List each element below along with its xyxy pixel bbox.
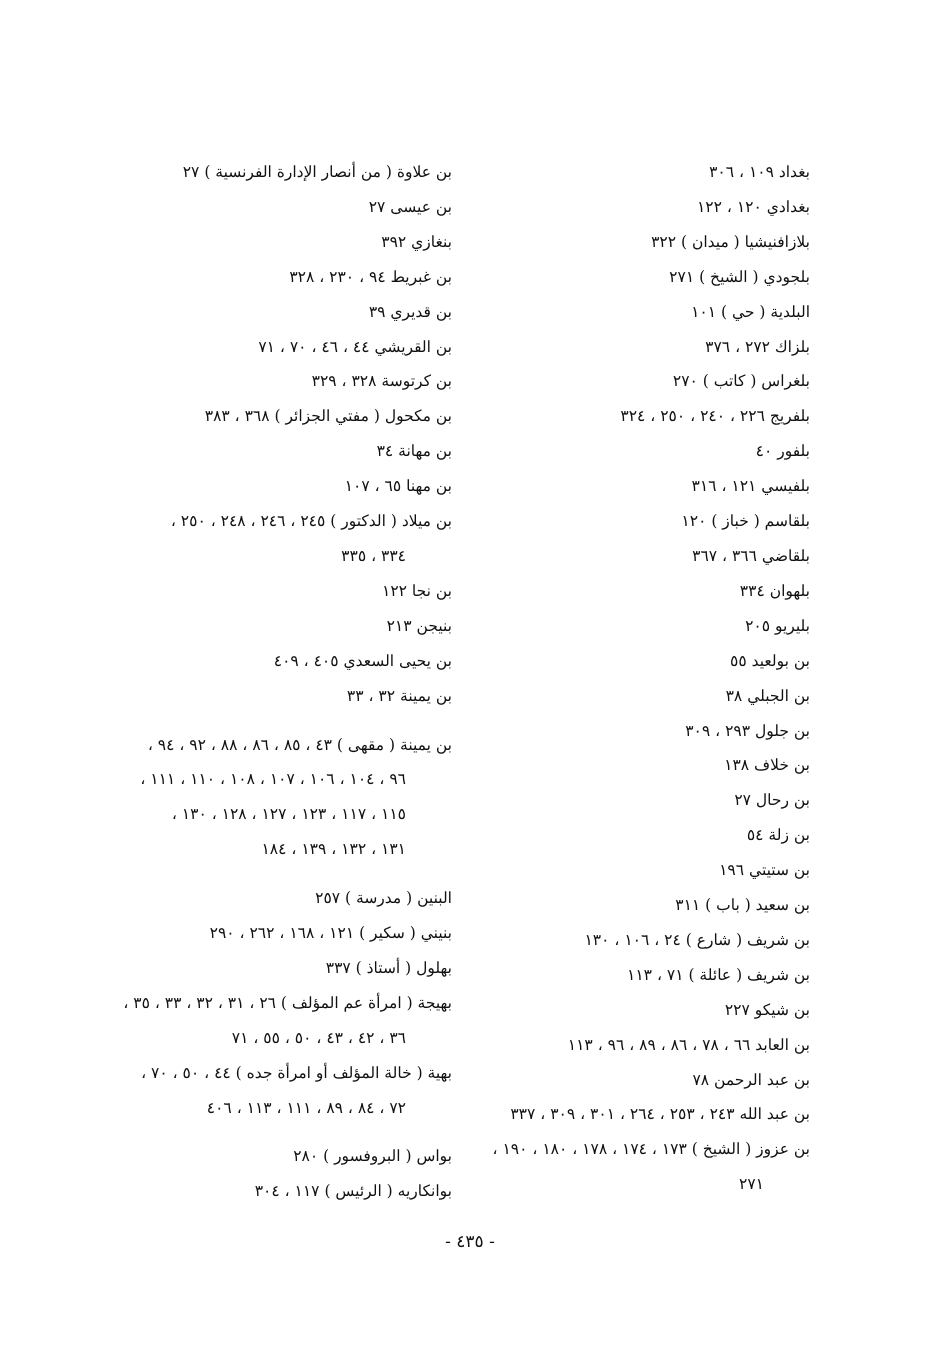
index-entry: بواس ( البروفسور ) ٢٨٠ bbox=[293, 1147, 452, 1166]
index-entry: بن رحال ٢٧ bbox=[734, 791, 810, 810]
index-entry: بن شيكو ٢٢٧ bbox=[724, 1000, 810, 1019]
index-entry: بن مهنا ٦٥ ، ١٠٧ bbox=[344, 477, 452, 496]
index-entry: بن سعيد ( باب ) ٣١١ bbox=[675, 896, 810, 915]
index-entry: بن يحيى السعدي ٤٠٥ ، ٤٠٩ bbox=[273, 651, 452, 670]
index-entry: بلفيسي ١٢١ ، ٣١٦ bbox=[691, 477, 810, 496]
index-entry: بهلول ( أستاذ ) ٣٣٧ bbox=[325, 958, 452, 977]
index-entry: بن عبد الرحمن ٧٨ bbox=[692, 1070, 810, 1089]
index-entry: بلقاضي ٣٦٦ ، ٣٦٧ bbox=[692, 546, 810, 565]
index-entry: بن نجا ١٢٢ bbox=[382, 581, 452, 600]
index-entry: بلزاك ٢٧٢ ، ٣٧٦ bbox=[705, 337, 810, 356]
index-entry-continuation: ٩٦ ، ١٠٤ ، ١٠٦ ، ١٠٧ ، ١٠٨ ، ١١٠ ، ١١١ ، bbox=[140, 770, 406, 789]
index-entry: بن مهانة ٣٤ bbox=[376, 442, 452, 461]
index-entry: بلقاسم ( خباز ) ١٢٠ bbox=[681, 512, 810, 531]
index-entry: بوانكاريه ( الرئيس ) ١١٧ ، ٣٠٤ bbox=[254, 1182, 452, 1201]
index-entry: بنغازي ٣٩٢ bbox=[381, 232, 452, 251]
index-entry: بن القريشي ٤٤ ، ٤٦ ، ٧٠ ، ٧١ bbox=[258, 337, 452, 356]
index-entry: بن شريف ( عائلة ) ٧١ ، ١١٣ bbox=[627, 965, 810, 984]
index-entry: بن علاوة ( من أنصار الإدارة الفرنسية ) ٢٧ bbox=[182, 163, 452, 181]
index-entry: بن يمينة ٣٢ ، ٣٣ bbox=[346, 686, 452, 705]
index-entry: بلهوان ٣٣٤ bbox=[739, 581, 810, 600]
index-entry-continuation: ٣٦ ، ٤٢ ، ٤٣ ، ٥٠ ، ٥٥ ، ٧١ bbox=[231, 1028, 406, 1047]
index-entry: بلازافنيشيا ( ميدان ) ٣٢٢ bbox=[651, 232, 810, 251]
index-entry: بغداد ١٠٩ ، ٣٠٦ bbox=[709, 163, 810, 181]
index-entry-continuation: ٢٧١ bbox=[739, 1175, 764, 1194]
index-entry: بهيجة ( امرأة عم المؤلف ) ٢٦ ، ٣١ ، ٣٢ ، ٣٣ ، ٣٥ ، bbox=[123, 993, 452, 1012]
index-entry: بلجودي ( الشيخ ) ٢٧١ bbox=[669, 267, 810, 286]
index-entry: بن قديري ٣٩ bbox=[368, 302, 452, 321]
index-entry: البلدية ( حي ) ١٠١ bbox=[691, 302, 810, 321]
index-entry: بن ميلاد ( الدكتور ) ٢٤٥ ، ٢٤٦ ، ٢٤٨ ، ٢٥٠ ، bbox=[170, 512, 452, 531]
entry-spacer bbox=[132, 1125, 452, 1139]
index-entry: بن شريف ( شارع ) ٢٤ ، ١٠٦ ، ١٣٠ bbox=[584, 930, 810, 949]
index-entry: بن بولعيد ٥٥ bbox=[730, 651, 810, 670]
index-entry: بن ستيتي ١٩٦ bbox=[719, 861, 810, 880]
index-entry: بن زلة ٥٤ bbox=[746, 826, 810, 845]
entry-spacer bbox=[132, 867, 452, 881]
index-entry: بنيني ( سكير ) ١٢١ ، ١٦٨ ، ٢٦٢ ، ٢٩٠ bbox=[209, 924, 452, 943]
index-entry: بنيجن ٢١٣ bbox=[386, 616, 452, 635]
index-entry-continuation: ١١٥ ، ١١٧ ، ١٢٣ ، ١٢٧ ، ١٢٨ ، ١٣٠ ، bbox=[171, 805, 406, 824]
index-column-right bbox=[480, 155, 810, 1202]
index-entry: بن مكحول ( مفتي الجزائر ) ٣٦٨ ، ٣٨٣ bbox=[204, 407, 452, 426]
index-column-left bbox=[123, 155, 452, 1209]
page-number: - ٤٣٥ - bbox=[445, 1232, 495, 1252]
index-entry-continuation: ١٣١ ، ١٣٢ ، ١٣٩ ، ١٨٤ bbox=[261, 840, 406, 859]
index-entry: بن عيسى ٢٧ bbox=[368, 197, 452, 216]
index-entry: بهية ( خالة المؤلف أو امرأة جده ) ٤٤ ، ٥٠ ، ٧٠ ، bbox=[141, 1063, 452, 1082]
index-entry: بليريو ٢٠٥ bbox=[745, 616, 810, 635]
index-entry-continuation: ٧٢ ، ٨٤ ، ٨٩ ، ١١١ ، ١١٣ ، ٤٠٦ bbox=[206, 1098, 406, 1117]
index-entry: بن جلول ٢٩٣ ، ٣٠٩ bbox=[685, 721, 810, 740]
entry-spacer bbox=[132, 714, 452, 728]
index-entry: بلغراس ( كاتب ) ٢٧٠ bbox=[672, 372, 810, 391]
index-entry: بن عبد الله ٢٤٣ ، ٢٥٣ ، ٢٦٤ ، ٣٠١ ، ٣٠٩ ، ٣٣٧ bbox=[510, 1105, 810, 1124]
index-entry: بغدادي ١٢٠ ، ١٢٢ bbox=[696, 197, 810, 216]
index-entry-continuation: ٣٣٤ ، ٣٣٥ bbox=[341, 546, 406, 565]
index-entry: بن يمينة ( مقهى ) ٤٣ ، ٨٥ ، ٨٦ ، ٨٨ ، ٩٢ ، ٩٤ ، bbox=[147, 735, 452, 754]
index-entry: بن العابد ٦٦ ، ٧٨ ، ٨٦ ، ٨٩ ، ٩٦ ، ١١٣ bbox=[567, 1035, 810, 1054]
index-entry: البنين ( مدرسة ) ٢٥٧ bbox=[315, 889, 452, 908]
index-entry: بن غبريط ٩٤ ، ٢٣٠ ، ٣٢٨ bbox=[289, 267, 452, 286]
index-entry: بن عزوز ( الشيخ ) ١٧٣ ، ١٧٤ ، ١٧٨ ، ١٨٠ ، ١٩٠ ، bbox=[492, 1140, 810, 1159]
index-entry: بن خلاف ١٣٨ bbox=[724, 756, 810, 775]
index-entry: بلفور ٤٠ bbox=[755, 442, 810, 461]
index-entry: بلفريج ٢٢٦ ، ٢٤٠ ، ٢٥٠ ، ٣٢٤ bbox=[620, 407, 810, 426]
index-entry: بن كرتوسة ٣٢٨ ، ٣٢٩ bbox=[311, 372, 452, 391]
index-entry: بن الجبلي ٣٨ bbox=[725, 686, 810, 705]
